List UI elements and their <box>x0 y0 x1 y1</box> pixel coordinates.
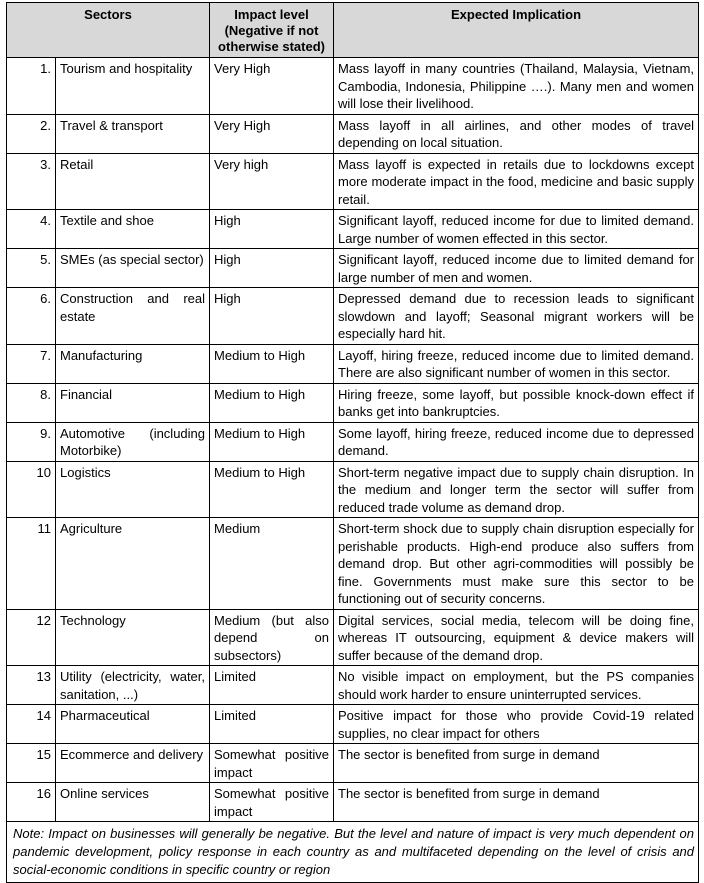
table-row <box>7 744 699 783</box>
row-expected-implication: Layoff, hiring freeze, reduced income due to limited demand. There are also significant number of women in this sector. <box>334 344 699 383</box>
row-sector: Manufacturing <box>56 344 210 383</box>
row-number: 14 <box>7 705 56 744</box>
row-sector: Ecommerce and delivery <box>56 744 210 783</box>
row-number: 2. <box>7 114 56 153</box>
row-expected-implication: Significant layoff, reduced income due to limited demand for large number of men and women. <box>334 249 699 288</box>
header-sectors: Sectors <box>7 3 210 58</box>
row-sector: Logistics <box>56 461 210 518</box>
row-expected-implication: Depressed demand due to recession leads to significant slowdown and layoff; Seasonal migrant workers will be especially hard hit. <box>334 288 699 345</box>
row-sector: Travel & transport <box>56 114 210 153</box>
row-number: 8. <box>7 383 56 422</box>
table-row <box>7 705 699 744</box>
row-expected-implication: The sector is benefited from surge in demand <box>334 783 699 822</box>
row-expected-implication: The sector is benefited from surge in demand <box>334 744 699 783</box>
sector-impact-table <box>6 2 699 883</box>
table-body <box>7 58 699 822</box>
row-sector: Pharmaceutical <box>56 705 210 744</box>
row-number: 7. <box>7 344 56 383</box>
row-expected-implication: Some layoff, hiring freeze, reduced income due to depressed demand. <box>334 422 699 461</box>
table-row <box>7 58 699 115</box>
row-expected-implication: Mass layoff in many countries (Thailand, Malaysia, Vietnam, Cambodia, Indonesia, Philippine ….). Many men and women will lose their livelihood. <box>334 58 699 115</box>
row-number: 10 <box>7 461 56 518</box>
row-sector: Retail <box>56 153 210 210</box>
row-expected-implication: Digital services, social media, telecom will be doing fine, whereas IT outsourcing, equipment & device makers will suffer because of the demand drop. <box>334 609 699 666</box>
table-row <box>7 666 699 705</box>
row-impact-level: Medium to High <box>210 422 334 461</box>
row-expected-implication: Positive impact for those who provide Covid-19 related supplies, no clear impact for others <box>334 705 699 744</box>
table-row <box>7 422 699 461</box>
row-number: 6. <box>7 288 56 345</box>
table-row <box>7 288 699 345</box>
row-sector: Agriculture <box>56 518 210 610</box>
row-number: 11 <box>7 518 56 610</box>
row-expected-implication: Significant layoff, reduced income for due to limited demand. Large number of women effected in this sector. <box>334 210 699 249</box>
table-row <box>7 609 699 666</box>
row-number: 5. <box>7 249 56 288</box>
table-row <box>7 153 699 210</box>
row-impact-level: Very High <box>210 58 334 115</box>
table-header-row <box>7 3 699 58</box>
row-expected-implication: Hiring freeze, some layoff, but possible knock-down effect if banks get into bankruptcies. <box>334 383 699 422</box>
row-number: 9. <box>7 422 56 461</box>
row-sector: Online services <box>56 783 210 822</box>
sector-impact-table-container <box>6 2 698 883</box>
header-expected-implication: Expected Implication <box>334 3 699 58</box>
row-sector: Construction and real estate <box>56 288 210 345</box>
row-number: 12 <box>7 609 56 666</box>
row-sector: SMEs (as special sector) <box>56 249 210 288</box>
table-row <box>7 344 699 383</box>
row-sector: Automotive (including Motorbike) <box>56 422 210 461</box>
row-number: 4. <box>7 210 56 249</box>
row-impact-level: High <box>210 210 334 249</box>
row-expected-implication: Mass layoff in all airlines, and other modes of travel depending on local situation. <box>334 114 699 153</box>
row-sector: Tourism and hospitality <box>56 58 210 115</box>
row-impact-level: Limited <box>210 705 334 744</box>
row-impact-level: Medium (but also depend on subsectors) <box>210 609 334 666</box>
table-row <box>7 114 699 153</box>
row-expected-implication: No visible impact on employment, but the PS companies should work harder to ensure uninterrupted services. <box>334 666 699 705</box>
row-expected-implication: Short-term negative impact due to supply chain disruption. In the medium and longer term the sector will suffer from reduced trade volume as demand drop. <box>334 461 699 518</box>
row-impact-level: Medium to High <box>210 461 334 518</box>
row-sector: Financial <box>56 383 210 422</box>
row-impact-level: Very high <box>210 153 334 210</box>
row-impact-level: Very High <box>210 114 334 153</box>
row-number: 15 <box>7 744 56 783</box>
table-row <box>7 210 699 249</box>
table-row <box>7 461 699 518</box>
row-number: 16 <box>7 783 56 822</box>
row-number: 1. <box>7 58 56 115</box>
row-sector: Technology <box>56 609 210 666</box>
row-expected-implication: Short-term shock due to supply chain disruption especially for perishable products. High-end produce also suffers from demand drop. But other agri-commodities will possibly be fine. Governments must make sure this sector to be functioning out of security concerns. <box>334 518 699 610</box>
header-impact-level: Impact level (Negative if not otherwise stated) <box>210 3 334 58</box>
table-row <box>7 518 699 610</box>
table-row <box>7 383 699 422</box>
row-impact-level: Somewhat positive impact <box>210 783 334 822</box>
row-expected-implication: Mass layoff is expected in retails due to lockdowns except more moderate impact in the food, medicine and basic supply retail. <box>334 153 699 210</box>
table-row <box>7 783 699 822</box>
row-impact-level: High <box>210 249 334 288</box>
row-sector: Textile and shoe <box>56 210 210 249</box>
table-row <box>7 249 699 288</box>
row-number: 3. <box>7 153 56 210</box>
row-impact-level: Medium to High <box>210 383 334 422</box>
row-number: 13 <box>7 666 56 705</box>
table-note: Note: Impact on businesses will generally be negative. But the level and nature of impact is very much dependent on pandemic development, policy response in each country as and multifaceted depending on the level of crisis and social-economic conditions in specific country or region <box>7 822 699 883</box>
row-impact-level: Limited <box>210 666 334 705</box>
note-row <box>7 822 699 883</box>
row-impact-level: Medium <box>210 518 334 610</box>
row-impact-level: High <box>210 288 334 345</box>
row-impact-level: Somewhat positive impact <box>210 744 334 783</box>
row-sector: Utility (electricity, water, sanitation, ...) <box>56 666 210 705</box>
row-impact-level: Medium to High <box>210 344 334 383</box>
